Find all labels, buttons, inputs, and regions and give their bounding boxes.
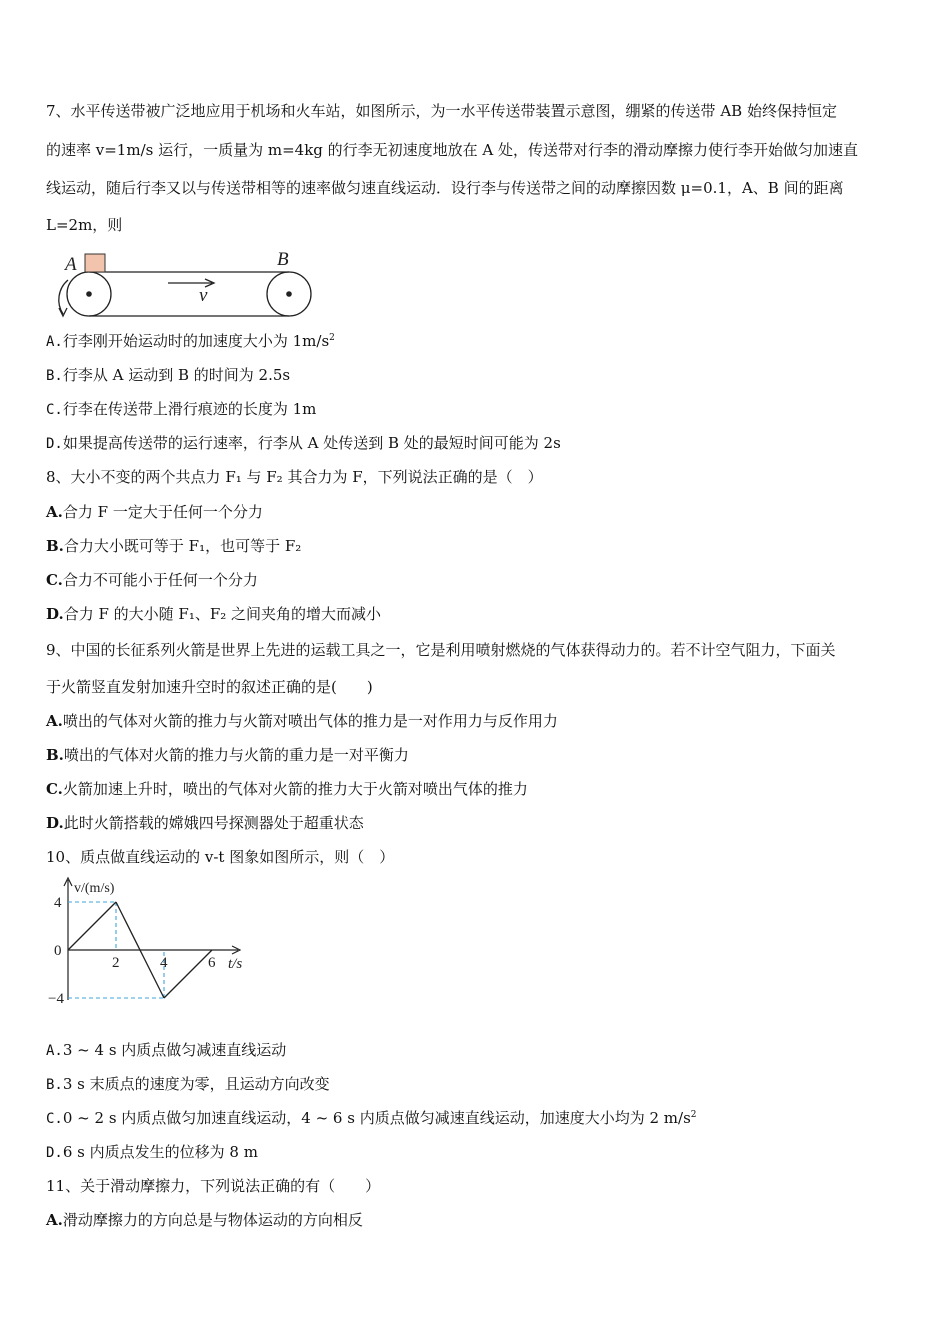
y-axis-label: v/(m/s) [74, 881, 115, 896]
left-pulley-axle [86, 291, 92, 297]
q7-option-b: B.行李从 A 运动到 B 的时间为 2.5s [46, 366, 291, 384]
q10-option-a: A.3 ~ 4 s 内质点做匀减速直线运动 [46, 1041, 287, 1059]
q8-stem: 8、大小不变的两个共点力 F₁ 与 F₂ 其合力为 F，下列说法正确的是（ ） [46, 468, 543, 486]
y-tick-label-2: −4 [48, 991, 64, 1007]
q10-stem: 10、质点做直线运动的 v-t 图象如图所示，则（ ） [46, 848, 395, 866]
rotation-arrow-head-icon [59, 308, 67, 316]
x-tick-label-2: 2 [112, 955, 120, 971]
q7-option-a: A.行李刚开始运动时的加速度大小为 $1m/s^2$ [46, 332, 335, 350]
x-tick-label-6: 6 [208, 955, 216, 971]
q7-stem-line-3: 线运动，随后行李又以与传送带相等的速率做匀速直线运动．设行李与传送带之间的动摩擦因数 μ=0.1，A、B 间的距离 [46, 179, 844, 197]
q9-stem-line-1: 9、中国的长征系列火箭是世界上先进的运载工具之一，它是利用喷射燃烧的气体获得动力的。若不计空气阻力，下面关 [46, 641, 836, 659]
q8-option-c: C.合力不可能小于任何一个分力 [46, 571, 258, 589]
q7-stem-line-4: L=2m，则 [46, 216, 123, 234]
q7-stem-line-1: 7、水平传送带被广泛地应用于机场和火车站，如图所示，为一水平传送带装置示意图，绷紧的传送带 AB 始终保持恒定 [46, 102, 837, 120]
y-tick-label-0: 4 [54, 895, 62, 911]
q8-option-d: D.合力 F 的大小随 F₁、F₂ 之间夹角的增大而减小 [46, 605, 382, 623]
y-tick-label-1: 0 [54, 943, 62, 959]
q9-option-d: D.此时火箭搭载的嫦娥四号探测器处于超重状态 [46, 814, 364, 832]
series-segment-2 [164, 950, 212, 998]
q9-option-c: C.火箭加速上升时，喷出的气体对火箭的推力大于火箭对喷出气体的推力 [46, 780, 528, 798]
q9-option-a: A.喷出的气体对火箭的推力与火箭对喷出气体的推力是一对作用力与反作用力 [46, 712, 558, 730]
x-tick-label-4: 4 [160, 955, 168, 971]
x-axis-label: t/s [228, 956, 243, 972]
luggage-box [85, 254, 105, 272]
q7-stem-line-2: 的速率 v=1m/s 运行，一质量为 m=4kg 的行李无初速度地放在 A 处，传送带对行李的滑动摩擦力使行李开始做匀加速直 [46, 141, 859, 159]
conveyor-belt-figure [46, 246, 326, 326]
q8-option-b: B.合力大小既可等于 F₁，也可等于 F₂ [46, 537, 302, 555]
label-v: v [199, 285, 208, 306]
q9-option-b: B.喷出的气体对火箭的推力与火箭的重力是一对平衡力 [46, 746, 409, 764]
series-segment-0 [68, 902, 116, 950]
label-a: A [65, 254, 77, 275]
q10-option-d: D.6 s 内质点发生的位移为 8 m [46, 1143, 258, 1161]
q10-option-c: C.0 ~ 2 s 内质点做匀加速直线运动，4 ~ 6 s 内质点做匀减速直线运动，加速度大小均为 2 $m/s^2$ [46, 1109, 697, 1127]
q9-stem-line-2: 于火箭竖直发射加速升空时的叙述正确的是( ) [46, 678, 373, 696]
q7-option-c: C.行李在传送带上滑行痕迹的长度为 1m [46, 400, 317, 418]
q7-option-d: D.如果提高传送带的运行速率，行李从 A 处传送到 B 处的最短时间可能为 2s [46, 434, 561, 452]
vt-chart [46, 872, 256, 1022]
q11-stem: 11、关于滑动摩擦力，下列说法正确的有（ ） [46, 1177, 381, 1195]
q8-option-a: A.合力 F 一定大于任何一个分力 [46, 503, 263, 521]
label-b: B [277, 249, 289, 270]
right-pulley-axle [286, 291, 292, 297]
q11-option-a: A.滑动摩擦力的方向总是与物体运动的方向相反 [46, 1211, 363, 1229]
q10-option-b: B.3 s 末质点的速度为零，且运动方向改变 [46, 1075, 330, 1093]
